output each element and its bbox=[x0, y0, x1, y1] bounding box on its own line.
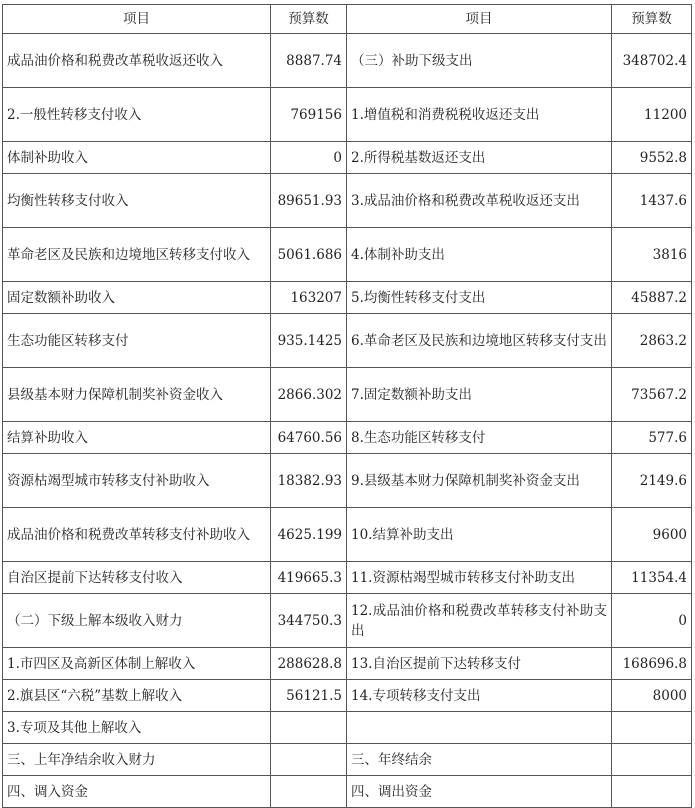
left-amount-cell: 288628.8 bbox=[271, 648, 347, 680]
right-item-cell: 14.专项转移支付支出 bbox=[347, 680, 612, 712]
left-item-cell: 三、上年净结余收入财力 bbox=[3, 744, 271, 776]
left-item-cell: 2.旗县区“六税”基数上解收入 bbox=[3, 680, 271, 712]
right-amount-cell: 9600 bbox=[612, 508, 692, 562]
left-amount-cell: 419665.3 bbox=[271, 562, 347, 594]
right-item-cell: 1.增值税和消费税税收返还支出 bbox=[347, 88, 612, 142]
right-amount-cell: 0 bbox=[612, 594, 692, 648]
left-item-cell: 革命老区及民族和边境地区转移支付收入 bbox=[3, 228, 271, 282]
left-amount-cell: 2866.302 bbox=[271, 368, 347, 422]
table-row bbox=[3, 744, 692, 776]
right-amount-cell bbox=[612, 712, 692, 744]
table-row bbox=[3, 174, 692, 228]
right-item-cell: 10.结算补助支出 bbox=[347, 508, 612, 562]
right-item-cell: 4.体制补助支出 bbox=[347, 228, 612, 282]
left-item-cell: 成品油价格和税费改革税收返还收入 bbox=[3, 34, 271, 88]
right-item-cell: 11.资源枯竭型城市转移支付补助支出 bbox=[347, 562, 612, 594]
right-amount-cell: 348702.4 bbox=[612, 34, 692, 88]
table-row bbox=[3, 228, 692, 282]
table-row bbox=[3, 368, 692, 422]
right-item-cell: 3.成品油价格和税费改革税收返还支出 bbox=[347, 174, 612, 228]
left-item-cell: 体制补助收入 bbox=[3, 142, 271, 174]
budget-table bbox=[2, 4, 692, 808]
left-amount-cell: 18382.93 bbox=[271, 454, 347, 508]
right-amount-cell: 3816 bbox=[612, 228, 692, 282]
right-amount-cell: 1437.6 bbox=[612, 174, 692, 228]
table-row bbox=[3, 680, 692, 712]
right-item-cell: 四、调出资金 bbox=[347, 776, 612, 808]
left-amount-cell: 935.1425 bbox=[271, 314, 347, 368]
header-item-left: 项目 bbox=[3, 5, 271, 34]
header-item-right: 项目 bbox=[347, 5, 612, 34]
right-amount-cell: 577.6 bbox=[612, 422, 692, 454]
right-amount-cell: 2863.2 bbox=[612, 314, 692, 368]
left-amount-cell: 8887.74 bbox=[271, 34, 347, 88]
left-amount-cell: 89651.93 bbox=[271, 174, 347, 228]
left-item-cell: 资源枯竭型城市转移支付补助收入 bbox=[3, 454, 271, 508]
right-amount-cell: 11354.4 bbox=[612, 562, 692, 594]
table-row bbox=[3, 508, 692, 562]
right-amount-cell bbox=[612, 744, 692, 776]
left-item-cell: 自治区提前下达转移支付收入 bbox=[3, 562, 271, 594]
left-amount-cell bbox=[271, 744, 347, 776]
left-item-cell: 均衡性转移支付收入 bbox=[3, 174, 271, 228]
left-amount-cell: 64760.56 bbox=[271, 422, 347, 454]
table-row bbox=[3, 314, 692, 368]
right-amount-cell: 8000 bbox=[612, 680, 692, 712]
header-amount-left: 预算数 bbox=[271, 5, 347, 34]
left-item-cell: 固定数额补助收入 bbox=[3, 282, 271, 314]
right-item-cell: 13.自治区提前下达转移支付 bbox=[347, 648, 612, 680]
table-row bbox=[3, 712, 692, 744]
left-item-cell: 成品油价格和税费改革转移支付补助收入 bbox=[3, 508, 271, 562]
left-amount-cell bbox=[271, 776, 347, 808]
left-item-cell: 县级基本财力保障机制奖补资金收入 bbox=[3, 368, 271, 422]
table-row bbox=[3, 594, 692, 648]
table-row bbox=[3, 562, 692, 594]
right-item-cell: 7.固定数额补助支出 bbox=[347, 368, 612, 422]
left-amount-cell: 5061.686 bbox=[271, 228, 347, 282]
header-amount-right: 预算数 bbox=[612, 5, 692, 34]
left-item-cell: 2.一般性转移支付收入 bbox=[3, 88, 271, 142]
left-amount-cell: 344750.3 bbox=[271, 594, 347, 648]
right-item-cell: 9.县级基本财力保障机制奖补资金支出 bbox=[347, 454, 612, 508]
right-item-cell: 5.均衡性转移支付支出 bbox=[347, 282, 612, 314]
left-amount-cell bbox=[271, 712, 347, 744]
left-item-cell: 四、调入资金 bbox=[3, 776, 271, 808]
left-amount-cell: 4625.199 bbox=[271, 508, 347, 562]
left-item-cell: 3.专项及其他上解收入 bbox=[3, 712, 271, 744]
right-amount-cell: 9552.8 bbox=[612, 142, 692, 174]
left-item-cell: 结算补助收入 bbox=[3, 422, 271, 454]
left-amount-cell: 56121.5 bbox=[271, 680, 347, 712]
table-row bbox=[3, 282, 692, 314]
header-row bbox=[3, 5, 692, 34]
left-item-cell: （二）下级上解本级收入财力 bbox=[3, 594, 271, 648]
right-amount-cell: 45887.2 bbox=[612, 282, 692, 314]
table-row bbox=[3, 422, 692, 454]
right-item-cell: 三、年终结余 bbox=[347, 744, 612, 776]
left-amount-cell: 163207 bbox=[271, 282, 347, 314]
table-row bbox=[3, 142, 692, 174]
right-amount-cell: 73567.2 bbox=[612, 368, 692, 422]
right-amount-cell bbox=[612, 776, 692, 808]
table-row bbox=[3, 648, 692, 680]
right-item-cell: 12.成品油价格和税费改革转移支付补助支出 bbox=[347, 594, 612, 648]
left-amount-cell: 769156 bbox=[271, 88, 347, 142]
table-row bbox=[3, 776, 692, 808]
left-item-cell: 1.市四区及高新区体制上解收入 bbox=[3, 648, 271, 680]
right-item-cell: 6.革命老区及民族和边境地区转移支付支出 bbox=[347, 314, 612, 368]
right-item-cell: 2.所得税基数返还支出 bbox=[347, 142, 612, 174]
left-amount-cell: 0 bbox=[271, 142, 347, 174]
right-item-cell: （三）补助下级支出 bbox=[347, 34, 612, 88]
table-row bbox=[3, 34, 692, 88]
left-item-cell: 生态功能区转移支付 bbox=[3, 314, 271, 368]
right-amount-cell: 168696.8 bbox=[612, 648, 692, 680]
right-item-cell bbox=[347, 712, 612, 744]
right-item-cell: 8.生态功能区转移支付 bbox=[347, 422, 612, 454]
right-amount-cell: 11200 bbox=[612, 88, 692, 142]
right-amount-cell: 2149.6 bbox=[612, 454, 692, 508]
table-row bbox=[3, 454, 692, 508]
table-row bbox=[3, 88, 692, 142]
